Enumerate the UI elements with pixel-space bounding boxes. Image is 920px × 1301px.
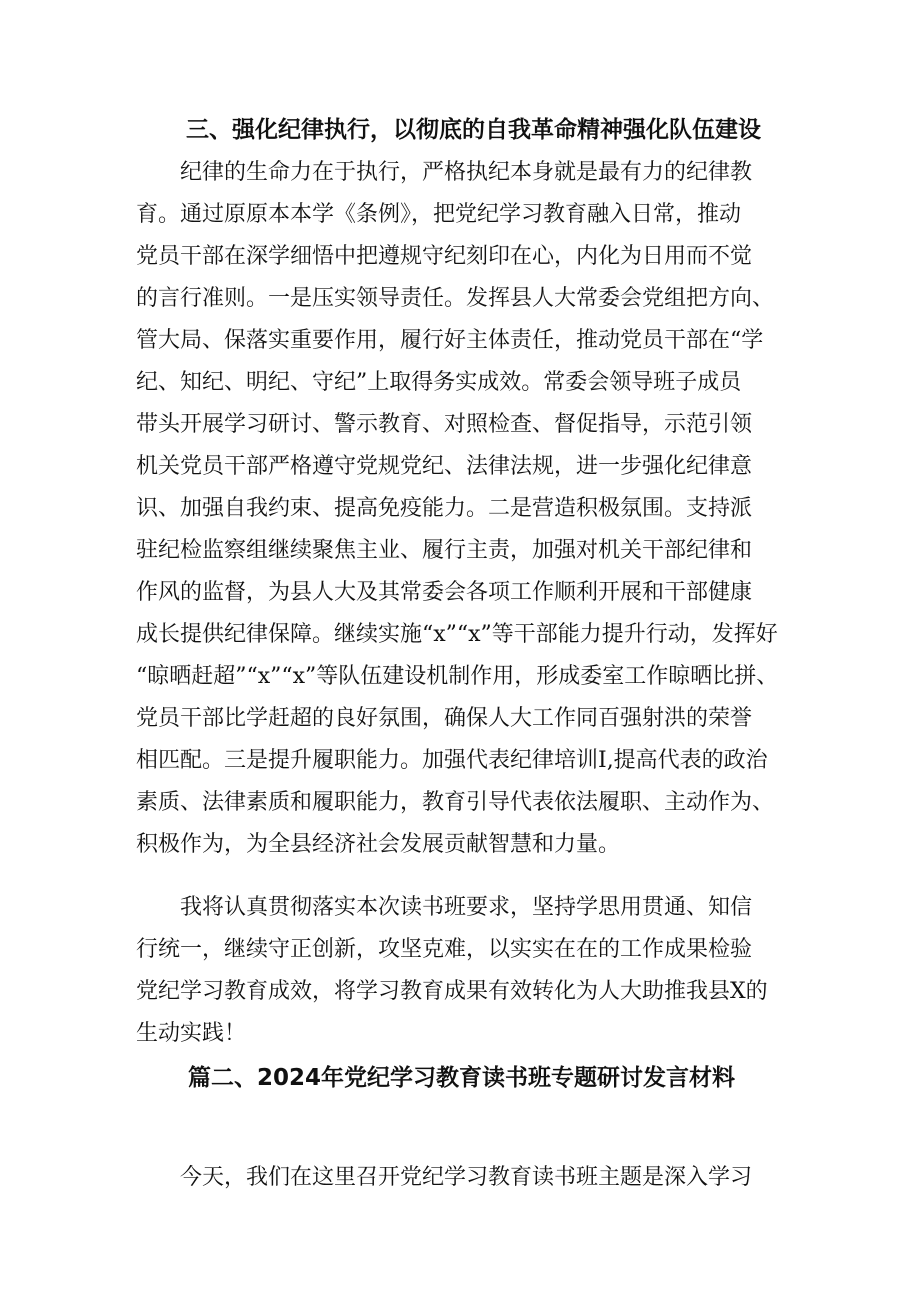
paragraph-line: 作风的监督，为县人大及其常委会各项工作顺利开展和干部健康 — [136, 580, 753, 605]
paragraph-line: 机关党员干部严格遵守党规党纪、法律法规，进一步强化纪律意 — [136, 454, 753, 479]
paragraph-line: 相匹配。三是提升履职能力。加强代表纪律培训I,提高代表的政治 — [136, 748, 768, 773]
paragraph-line: 带头开展学习研讨、警示教育、对照检查、督促指导，示范引领 — [136, 412, 753, 437]
paragraph-line: 识、加强自我约束、提高免疫能力。二是营造积极氛围。支持派 — [136, 496, 753, 521]
paragraph-line: 纪、知纪、明纪、守纪”上取得务实成效。常委会领导班子成员 — [136, 370, 742, 395]
paragraph-line: 纪律的生命力在于执行，严格执纪本身就是最有力的纪律教 — [180, 160, 753, 185]
paragraph-line: 党纪学习教育成效，将学习教育成果有效转化为人大助推我县X的 — [136, 979, 768, 1004]
paragraph-line: 管大局、保落实重要作用，履行好主体责任，推动党员干部在“学 — [136, 328, 764, 353]
paragraph-line: 行统一，继续守正创新，攻坚克难，以实实在在的工作成果检验 — [136, 937, 753, 962]
paragraph-line: 的言行准则。一是压实领导责任。发挥县人大常委会党组把方向、 — [136, 286, 775, 311]
paragraph-line: 积极作为，为全县经济社会发展贡献智慧和力量。 — [136, 832, 621, 857]
paragraph-line: 党员干部比学赶超的良好氛围，确保人大工作同百强射洪的荣誉 — [136, 706, 753, 731]
paragraph-line: 驻纪检监察组继续聚焦主业、履行主责，加强对机关干部纪律和 — [136, 538, 753, 563]
paragraph-line: 今天，我们在这里召开党纪学习教育读书班主题是深入学习 — [180, 1165, 753, 1190]
paragraph-line: 生动实践！ — [136, 1021, 247, 1046]
section-heading: 三、强化纪律执行，以彻底的自我革命精神强化队伍建设 — [186, 117, 761, 143]
paragraph-line: 素质、法律素质和履职能力，教育引导代表依法履职、主动作为、 — [136, 790, 775, 815]
part-two-heading: 篇二、2024年党纪学习教育读书班专题研讨发言材料 — [188, 1065, 736, 1091]
paragraph-line: 我将认真贯彻落实本次读书班要求，坚持学思用贯通、知信 — [180, 895, 753, 920]
paragraph-line: 育。通过原原本本学《条例》，把党纪学习教育融入日常，推动 — [136, 202, 742, 227]
paragraph-line: 党员干部在深学细悟中把遵规守纪刻印在心，内化为日用而不觉 — [136, 244, 753, 269]
paragraph-line: 成长提供纪律保障。继续实施“x”“x”等干部能力提升行动，发挥好 — [136, 622, 778, 647]
paragraph-line: “晾晒赶超”“x”“x”等队伍建设机制作用，形成委室工作晾晒比拼、 — [136, 664, 779, 689]
